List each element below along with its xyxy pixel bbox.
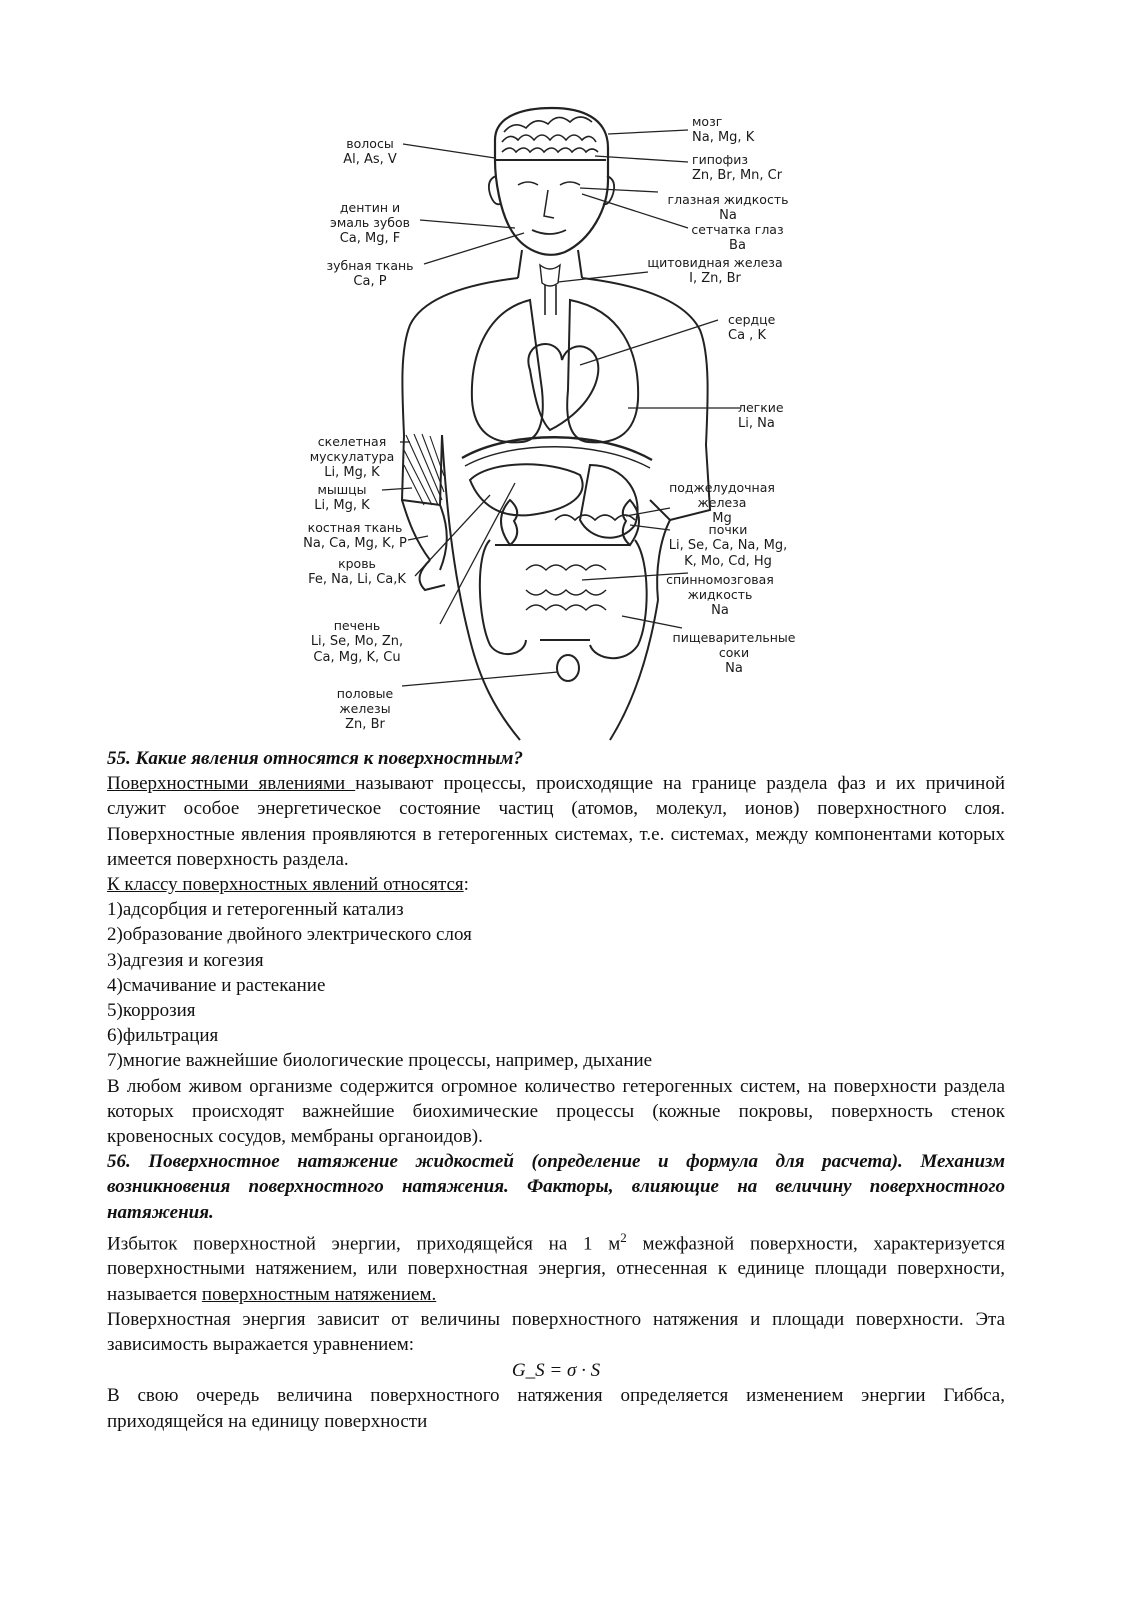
list-item: 7)многие важнейшие биологические процессы, например, дыхание <box>107 1050 653 1072</box>
document-body <box>107 746 1005 1434</box>
label-liver: печень Li, Se, Mo, Zn, Ca, Mg, K, Cu <box>310 618 404 665</box>
label-eye-fluid: глазная жидкость Na <box>667 192 789 223</box>
label-heart: сердце Ca , K <box>728 312 776 343</box>
label-lungs: легкие Li, Na <box>738 400 784 431</box>
list-item: 1)адсорбция и гетерогенный катализ <box>107 899 404 921</box>
label-kidneys: почки Li, Se, Ca, Na, Mg, K, Mo, Cd, Hg <box>668 522 788 569</box>
gibbs-paragraph: В свою очередь величина поверхностного натяжения определяется изменением энергии Гиббса, приходящейся на единицу поверхности <box>107 1385 1005 1432</box>
label-muscles: мышцы Li, Mg, K <box>314 482 370 513</box>
label-gonads: половые железы Zn, Br <box>336 686 394 732</box>
class-intro <box>107 872 1005 897</box>
definition-term: Поверхностными явлениями <box>107 773 356 795</box>
definition-text: называют процессы, происходящие на границе раздела фаз и их причиной служит особое энергетическое состояние частиц (атомов, молекул, ионов) поверхностного слоя. Поверхностные явления проявляются в гетерогенных системах, т.е. системах, между компонентами которых имеется поверхность раздела. <box>107 773 1005 870</box>
list-item: 2)образование двойного электрического слоя <box>107 924 472 946</box>
surface-energy-formula: G_S = σ · S <box>511 1360 601 1382</box>
class-term: К классу поверхностных явлений относятся <box>107 874 464 896</box>
list-item: 6)фильтрация <box>107 1025 219 1047</box>
question-55-heading: 55. Какие явления относятся к поверхностным? <box>107 748 523 769</box>
list-item: 3)адгезия и когезия <box>107 949 264 971</box>
p1-term: поверхностным натяжением. <box>201 1283 437 1305</box>
label-brain: мозг Na, Mg, K <box>692 114 755 145</box>
anatomy-figure <box>290 100 830 750</box>
list-item: 5)коррозия <box>107 1000 196 1022</box>
label-dental-tissue: зубная ткань Ca, P <box>326 258 414 289</box>
surface-phenomena-definition <box>107 771 1005 872</box>
label-thyroid: щитовидная железа I, Zn, Br <box>647 255 783 286</box>
energy-dependence-paragraph: Поверхностная энергия зависит от величины поверхностного натяжения и площади поверхности. Эта зависимость выражается уравнением: <box>107 1308 1005 1355</box>
surface-tension-definition <box>107 1225 1005 1307</box>
label-dentin: дентин и эмаль зубов Ca, Mg, F <box>329 200 411 246</box>
label-hair: волосы Al, As, V <box>343 136 397 167</box>
question-56-heading: 56. Поверхностное натяжение жидкостей (определение и формула для расчета). Механизм возникновения поверхностного натяжения. Факторы, влияющие на величину поверхностного натяжения. <box>107 1151 1005 1223</box>
p1-text-a: Избыток поверхностной энергии, приходящейся на 1 м <box>107 1233 621 1255</box>
label-csf: спинномозговая жидкость Na <box>666 572 774 618</box>
label-bone: костная ткань Na, Ca, Mg, K, P <box>303 520 407 551</box>
label-skeletal: скелетная мускулатура Li, Mg, K <box>309 434 395 480</box>
label-pituitary: гипофиз Zn, Br, Mn, Cr <box>692 152 783 183</box>
label-blood: кровь Fe, Na, Li, Ca,K <box>308 556 406 587</box>
label-pancreas: поджелудочная железа Mg <box>669 480 775 526</box>
list-item: 4)смачивание и растекание <box>107 974 326 996</box>
p1-text-b: межфазной поверхности, характеризуется поверхностными натяжением, или поверхностная энергия, отнесенная к единице площади поверхности, называется <box>107 1233 1005 1305</box>
label-retina: сетчатка глаз Ba <box>691 222 784 253</box>
p1-superscript: 2 <box>620 1229 627 1245</box>
class-colon: : <box>463 874 469 896</box>
label-digestive: пищеварительные соки Na <box>672 630 796 676</box>
conclusion-paragraph: В любом живом организме содержится огромное количество гетерогенных систем, на поверхности раздела которых происходят важнейшие биохимические процессы (кожные покровы, поверхность стенок кровеносных сосудов, мембраны органоидов). <box>107 1075 1005 1148</box>
